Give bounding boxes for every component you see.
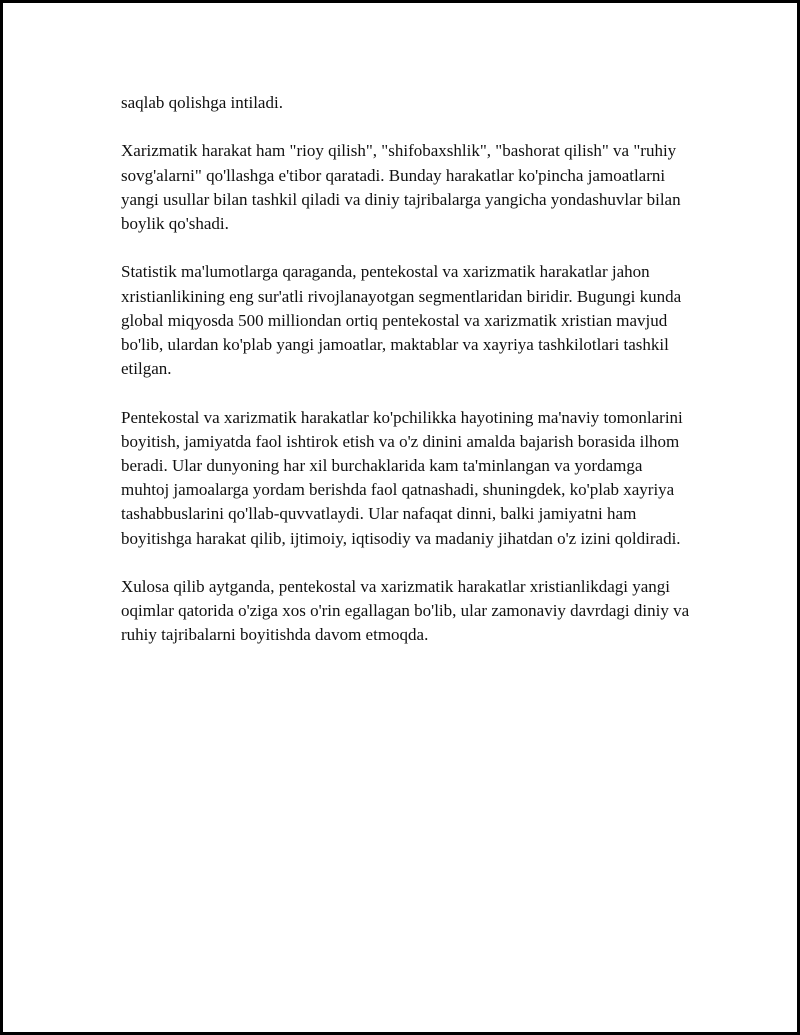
paragraph-conclusion: Xulosa qilib aytganda, pentekostal va xarizmatik harakatlar xristianlikdagi yangi oqimlar qatorida o'ziga xos o'rin egallagan bo'lib, ular zamonaviy davrdagi diniy va ruhiy tajribalarni boyitishda davom etmoqda. [121, 577, 690, 645]
document-body [121, 91, 691, 672]
paragraph-charismatic-practices: Xarizmatik harakat ham "rioy qilish", "shifobaxshlik", "bashorat qilish" va "ruhiy sovg'alarni" qo'llashga e'tibor qaratadi. Bunday harakatlar ko'pincha jamoatlarni yangi usullar bilan tashkil qiladi va diniy tajribalarga yangicha yondashuvlar bilan boylik qo'shadi. [121, 141, 681, 233]
paragraph-statistics: Statistik ma'lumotlarga qaraganda, pentekostal va xarizmatik harakatlar jahon xristianlikining eng sur'atli rivojlanayotgan segmentlaridan biridir. Bugungi kunda global miqyosda 500 milliondan ortiq pentekostal va xarizmatik xristian mavjud bo'lib, ulardan ko'plab yangi jamoatlar, maktablar va xayriya tashkilotlari tashkil etilgan. [121, 262, 682, 379]
paragraph-social-impact: Pentekostal va xarizmatik harakatlar ko'pchilikka hayotining ma'naviy tomonlarini boyitish, jamiyatda faol ishtirok etish va o'z dinini amalda bajarish borasida ilhom beradi. Ular dunyoning har xil burchaklarida kam ta'minlangan va yordamga muhtoj jamoalarga yordam berishda faol qatnashadi, shuningdek, ko'plab xayriya tashabbuslarini qo'llab-quvvatlaydi. Ular nafaqat dinni, balki jamiyatni ham boyitishga harakat qilib, ijtimoiy, iqtisodiy va madaniy jihatdan o'z izini qoldiradi. [121, 407, 683, 548]
paragraph-continuation: saqlab qolishga intiladi. [121, 93, 283, 112]
